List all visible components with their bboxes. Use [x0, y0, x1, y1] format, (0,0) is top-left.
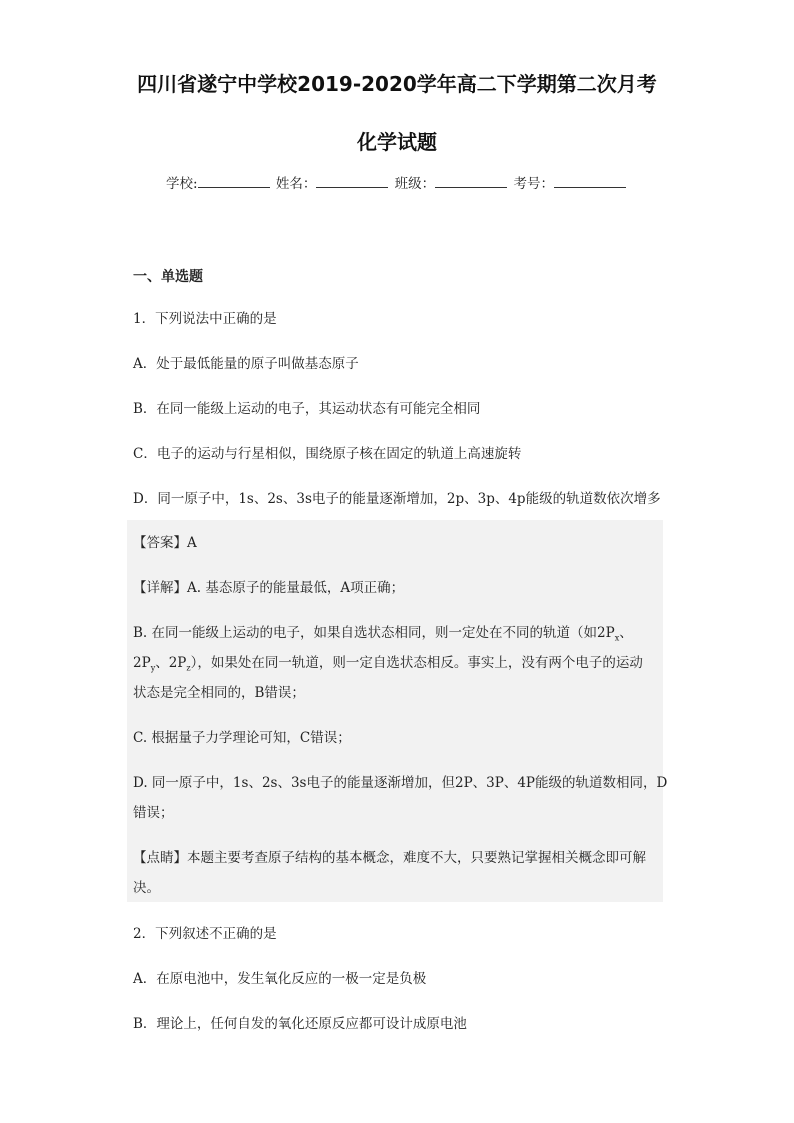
question-1-option-a: A．处于最低能量的原子叫做基态原子	[133, 356, 359, 372]
class-blank	[435, 173, 507, 188]
name-label: 姓名：	[275, 176, 317, 192]
detail-d-line-1: D. 同一原子中，1s、2s、3s电子的能量逐渐增加，但2P、3P、4P能级的轨道数相同，D	[133, 775, 668, 791]
class-label: 班级：	[394, 176, 436, 192]
detail-c: C. 根据量子力学理论可知，C错误；	[133, 730, 351, 746]
student-info-row	[0, 172, 794, 192]
detail-b-line-1: B. 在同一能级上运动的电子，如果自选状态相同，则一定处在不同的轨道（如$2P_x$、	[133, 625, 633, 643]
detail-b-line-2: $2P_y$、$2P_z$），如果处在同一轨道，则一定自选状态相反。事实上，没有两个电子的运动	[133, 655, 643, 673]
document-title: 四川省遂宁中学校2019-2020学年高二下学期第二次月考	[137, 72, 657, 96]
exam-number-blank	[554, 173, 626, 188]
document-subtitle: 化学试题	[357, 130, 437, 154]
question-1-stem: 1．下列说法中正确的是	[133, 311, 277, 327]
question-1-option-c: C．电子的运动与行星相似，围绕原子核在固定的轨道上高速旋转	[133, 446, 522, 462]
question-2-stem: 2．下列叙述不正确的是	[133, 926, 277, 942]
exam-number-label: 考号：	[513, 176, 554, 192]
question-1-answer: 【答案】A	[133, 535, 197, 551]
question-2-option-a: A．在原电池中，发生氧化反应的一极一定是负极	[133, 971, 427, 987]
question-2-option-b: B．理论上，任何自发的氧化还原反应都可设计成原电池	[133, 1016, 467, 1032]
name-blank	[316, 173, 388, 188]
comment-line-2: 决。	[133, 880, 160, 896]
detail-a: 【详解】A. 基态原子的能量最低，A项正确；	[133, 580, 405, 596]
school-blank	[198, 173, 270, 188]
detail-d-line-2: 错误；	[133, 805, 174, 821]
school-label: 学校:	[166, 176, 198, 192]
question-1-option-d: D．同一原子中，1s、2s、3s电子的能量逐渐增加，2p、3p、4p能级的轨道数依次增多	[133, 491, 661, 507]
comment-line-1: 【点睛】本题主要考查原子结构的基本概念，难度不大，只要熟记掌握相关概念即可解	[133, 850, 646, 866]
detail-b-line-3: 状态是完全相同的，B错误；	[133, 685, 305, 701]
question-1-option-b: B．在同一能级上运动的电子，其运动状态有可能完全相同	[133, 401, 481, 417]
section-heading: 一、单选题	[133, 269, 203, 285]
